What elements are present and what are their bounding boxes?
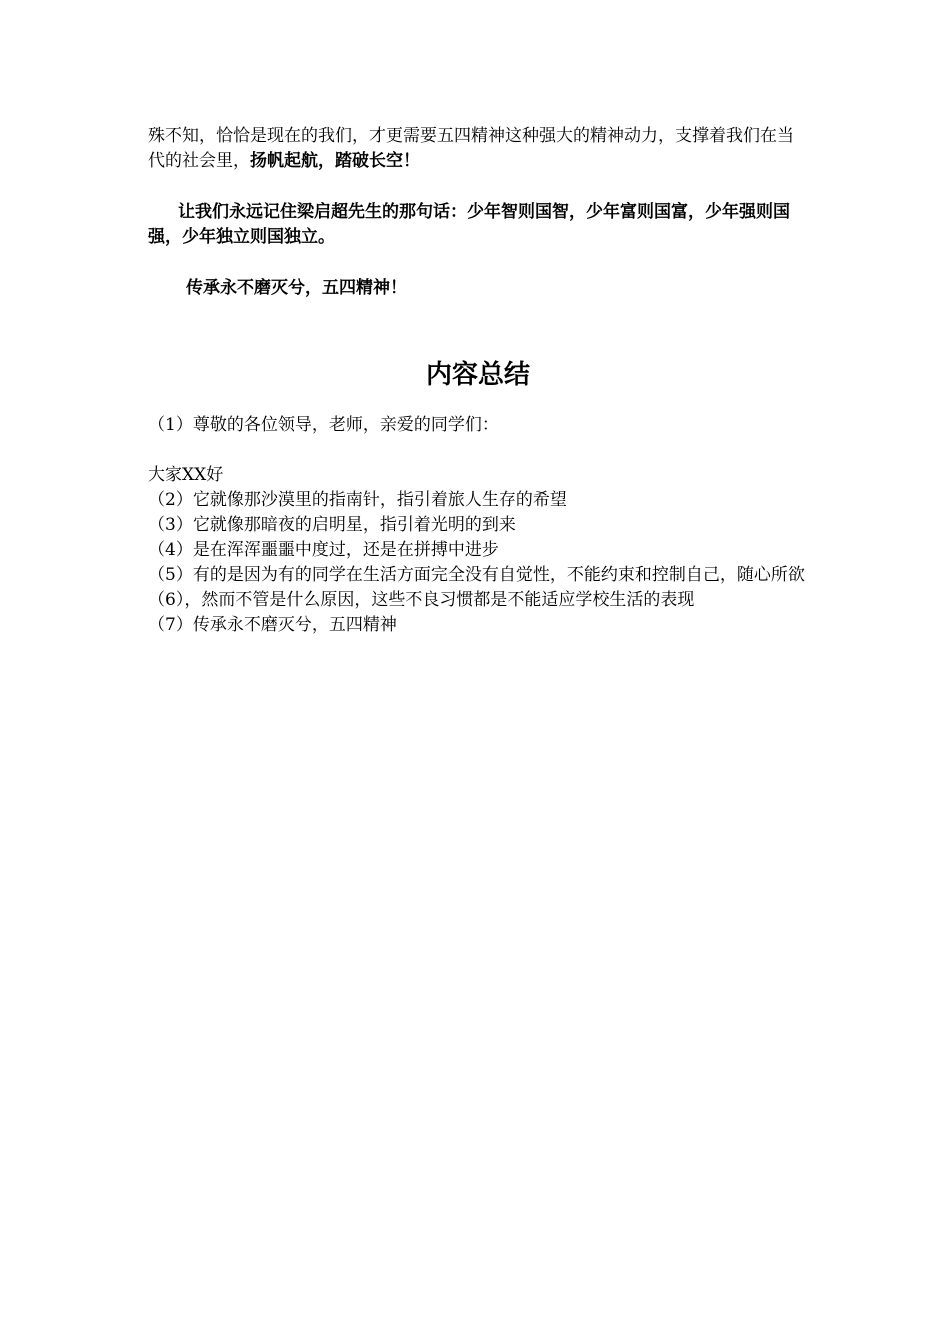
document-content [148,124,808,638]
paragraph-bold-phrase: 扬帆起航，踏破长空！ [250,151,420,171]
summary-item-1: （1）尊敬的各位领导，老师，亲爱的同学们： [148,415,499,435]
summary-item-5: （5）有的是因为有的同学在生活方面完全没有自觉性，不能约束和控制自己，随心所欲 [148,565,805,585]
summary-item-3: （3）它就像那暗夜的启明星，指引着光明的到来 [148,515,516,535]
summary-title: 内容总结 [425,360,530,390]
summary-greeting: 大家XX好 [148,465,224,485]
summary-item-4: （4）是在浑浑噩噩中度过，还是在拼搏中进步 [148,540,499,560]
paragraph-liang-qichao-quote: 让我们永远记住梁启超先生的那句话：少年智则国智，少年富则国富，少年强则国强，少年独立则国独立。 [148,202,790,247]
summary-item-2: （2）它就像那沙漠里的指南针，指引着旅人生存的希望 [148,490,567,510]
summary-list [148,413,808,638]
paragraph-may-fourth-spirit [148,124,808,174]
paragraph-text: 殊不知，恰恰是现在的我们，才更需要五四精神这种强大的精神动力，支撑着我们在当代的社会里， [148,126,794,171]
summary-item-7: （7）传承永不磨灭兮，五四精神 [148,615,397,635]
summary-item-6: （6），然而不管是什么原因，这些不良习惯都是不能适应学校生活的表现 [148,590,695,610]
summary-spacer [148,438,808,463]
paragraph-closing-slogan: 传承永不磨灭兮，五四精神！ [186,278,407,298]
